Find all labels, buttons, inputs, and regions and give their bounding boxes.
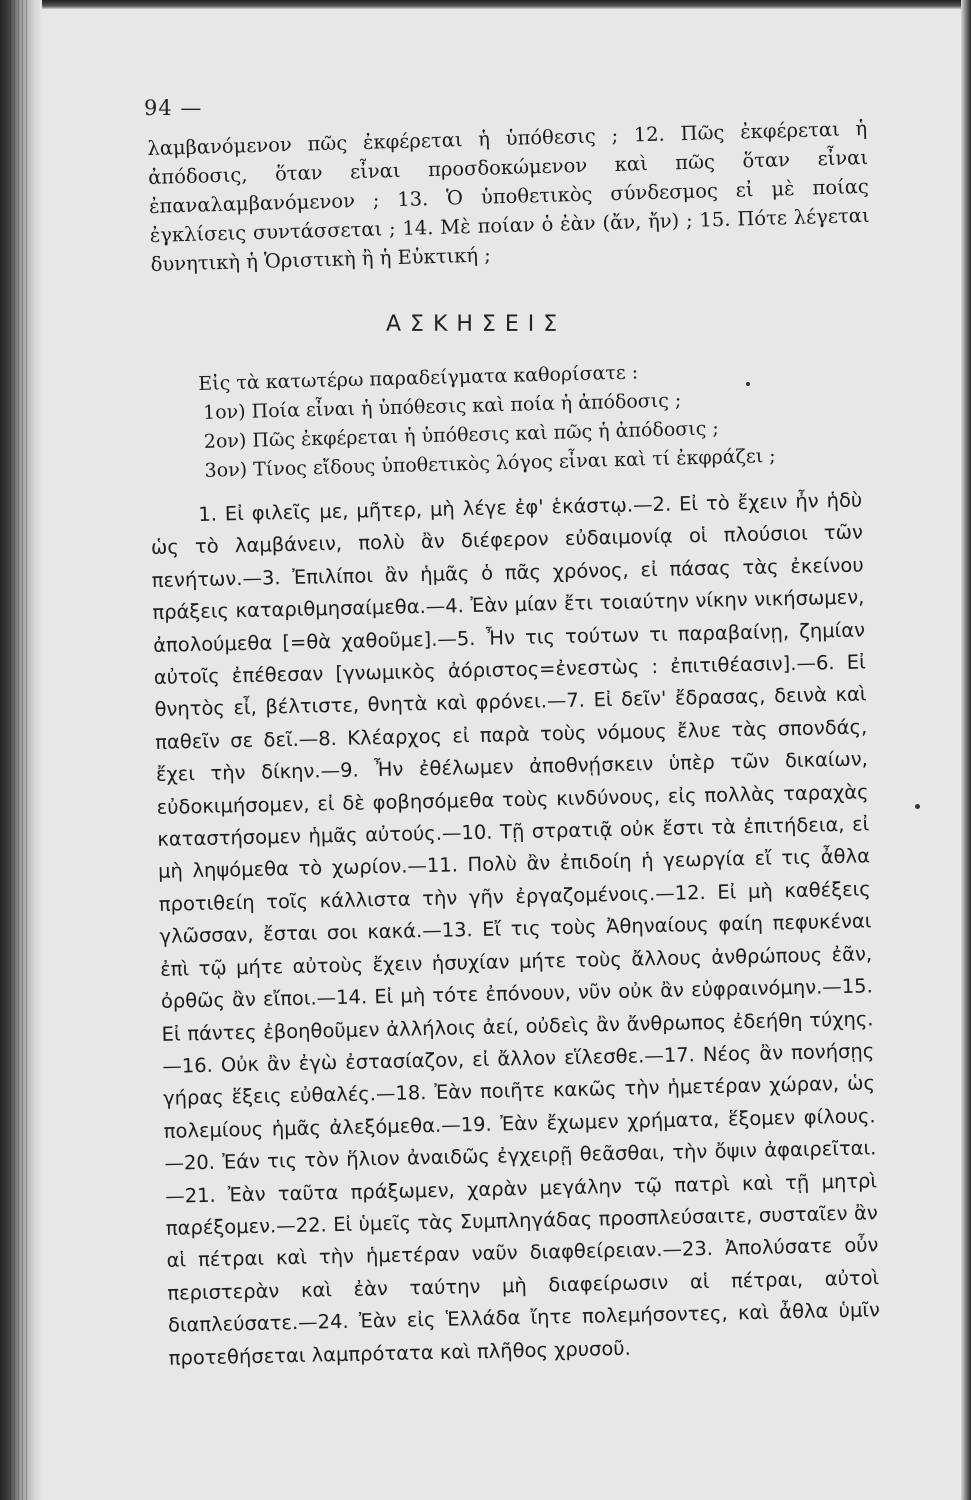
page-edge-lines <box>10 0 30 1500</box>
intro-paragraph: λαμβανόμενον πῶς ἐκφέρεται ἡ ὑπόθεσις ; 12. Πῶς ἐκφέρεται ἡ ἀπόδοσις, ὅταν εἶναι πρoσδοκώμενον καὶ πῶς ὅταν εἶναι ἐπαναλαμβανόμενον ; 13. Ὁ ὑποθετικὸς σύνδεσμος εἰ μὲ ποίας ἐγκλίσεις συντάσσεται ; 14. Μὲ ποίαν ὁ ἐὰν (ἄν, ἤν) ; 15. Πότε λέγεται δυνητικὴ ἡ Ὁριστικὴ ἢ ἡ Εὐκτική ; <box>147 116 870 276</box>
instruction-item-2: 2ον) Πῶς ἐκφέρεται ἡ ὑπόθεσις καὶ πῶς ἡ ἀπόδοσις ; <box>203 417 720 453</box>
exercises-paragraph: 1. Εἰ φιλεῖς με, μῆτερ, μὴ λέγε ἐφ' ἑκάστῳ.—2. Εἰ τὸ ἔχειν ἦν ἡδὺ ὡς τὸ λαμβάνειν, πολὺ ἂν διέφερον εὐδαιμονίᾳ οἱ πλούσιοι τῶν πενήτων.—3. Ἐπιλίποι ἂν ἡμᾶς ὁ πᾶς χρόνος, εἰ πάσας τὰς ἐκείνου πράξεις καταριθμησαίμεθα.—4. Ἐὰν μίαν ἔτι τοιαύτην νίκην νικήσωμεν, ἀπολούμεθα [=θὰ χαθοῦμε].—5. Ἦν τις τούτων τι παραβαίνῃ, ζημίαν αὐτοῖς ἐπέθεσαν [γνωμικὸς ἀόριστος=ἐνεστὼς : ἐπιτιθέασιν].—6. Εἰ θνητὸς εἶ, βέλτιστε, θνητὰ καὶ φρόνει.—7. Εἰ δεῖν' ἔδρασας, δεινὰ καὶ παθεῖν σε δεῖ.—8. Κλέαρχος εἰ παρὰ τοὺς νόμους ἔλυε τὰς σπονδάς, ἔχει τὴν δίκην.—9. Ἦν ἐθέλωμεν ἀποθνῄσκειν ὑπὲρ τῶν δικαίων, εὐδοκιμήσομεν, εἰ δὲ φοβησόμεθα τοὺς κινδύνους, εἰς πολλὰς ταραχὰς καταστήσομεν ἡμᾶς αὐτούς.—10. Τῇ στρατιᾷ οὐκ ἔστι τὰ ἐπιτήδεια, εἰ μὴ ληψόμεθα τὸ χωρίον.—11. Πολὺ ἂν ἐπιδοίη ἡ γεωργία εἴ τις ἆθλα προτιθείη τοῖς κάλλιστα τὴν γῆν ἐργαζομένοις.—12. Εἰ μὴ καθέξεις γλῶσσαν, ἔσται σοι κακά.—13. Εἴ τις τοὺς Ἀθηναίους φαίη πεφυκέναι ἐπὶ τῷ μήτε αὐτοὺς ἔχειν ἡσυχίαν μήτε τοὺς ἄλλους ἀνθρώπους ἐᾶν, ὀρθῶς ἂν εἴποι.—14. Εἰ μὴ τότε ἐπόνουν, νῦν οὐκ ἂν εὐφραινόμην.—15. Εἰ πάντες ἐβοηθοῦμεν ἀλλήλοις ἀεί, οὐδεὶς ἂν ἄνθρωπος ἐδεήθη τύχης.—16. Οὐκ ἂν ἐγὼ ἐστασίαζον, εἰ ἄλλον εἵλεσθε.—17. Νέος ἂν πονήσῃς γήρας ἕξεις εὐθαλές.—18. Ἐὰν ποιῆτε κακῶς τὴν ἡμετέραν χώραν, ὡς πολεμίους ἡμᾶς ἀλεξόμεθα.—19. Ἐὰν ἔχωμεν χρήματα, ἕξομεν φίλους.—20. Ἐάν τις τὸν ἥλιον ἀναιδῶς ἐγχειρῇ θεᾶσθαι, τὴν ὄψιν ἀφαιρεῖται.—21. Ἐὰν ταῦτα πράξωμεν, χαρὰν μεγάλην τῷ πατρὶ καὶ τῇ μητρὶ παρέξομεν.—22. Εἰ ὑμεῖς τὰς Συμπληγάδας προσπλεύσαιτε, συσταῖεν ἂν αἱ πέτραι καὶ τὴν ἡμετέραν ναῦν διαφθείρειαν.—23. Ἀπολύσατε οὖν περιστερὰν καὶ ἐὰν ταύτην μὴ διαφείρωσιν αἱ πέτραι, αὐτοὶ διαπλεύσατε.—24. Ἐὰν εἰς Ἑλλάδα ἴητε πολεμήσοντες, καὶ ἆθλα ὑμῖν προτεθήσεται λαμπρότατα καὶ πλῆθος χρυσοῦ. <box>150 488 881 1370</box>
page-number: 94 — <box>144 96 203 120</box>
instructions-lead: Εἰς τὰ κατωτέρω παραδείγματα καθορίσατε : <box>198 361 639 395</box>
print-speck <box>915 804 920 809</box>
instruction-item-3: 3ον) Τίνος εἴδους ὑποθετικὸς λόγος εἶναι καὶ τί ἐκφράζει ; <box>204 444 776 482</box>
instruction-item-1: 1ον) Ποία εἶναι ἡ ὑπόθεσις καὶ ποία ἡ ἀπόδοσις ; <box>202 389 682 424</box>
print-speck <box>746 382 750 386</box>
scan-top-edge <box>0 0 971 9</box>
instructions-block <box>198 353 841 486</box>
section-heading: ΑΣΚΗΣΕΙΣ <box>386 312 567 337</box>
scan-right-edge <box>961 0 971 1500</box>
